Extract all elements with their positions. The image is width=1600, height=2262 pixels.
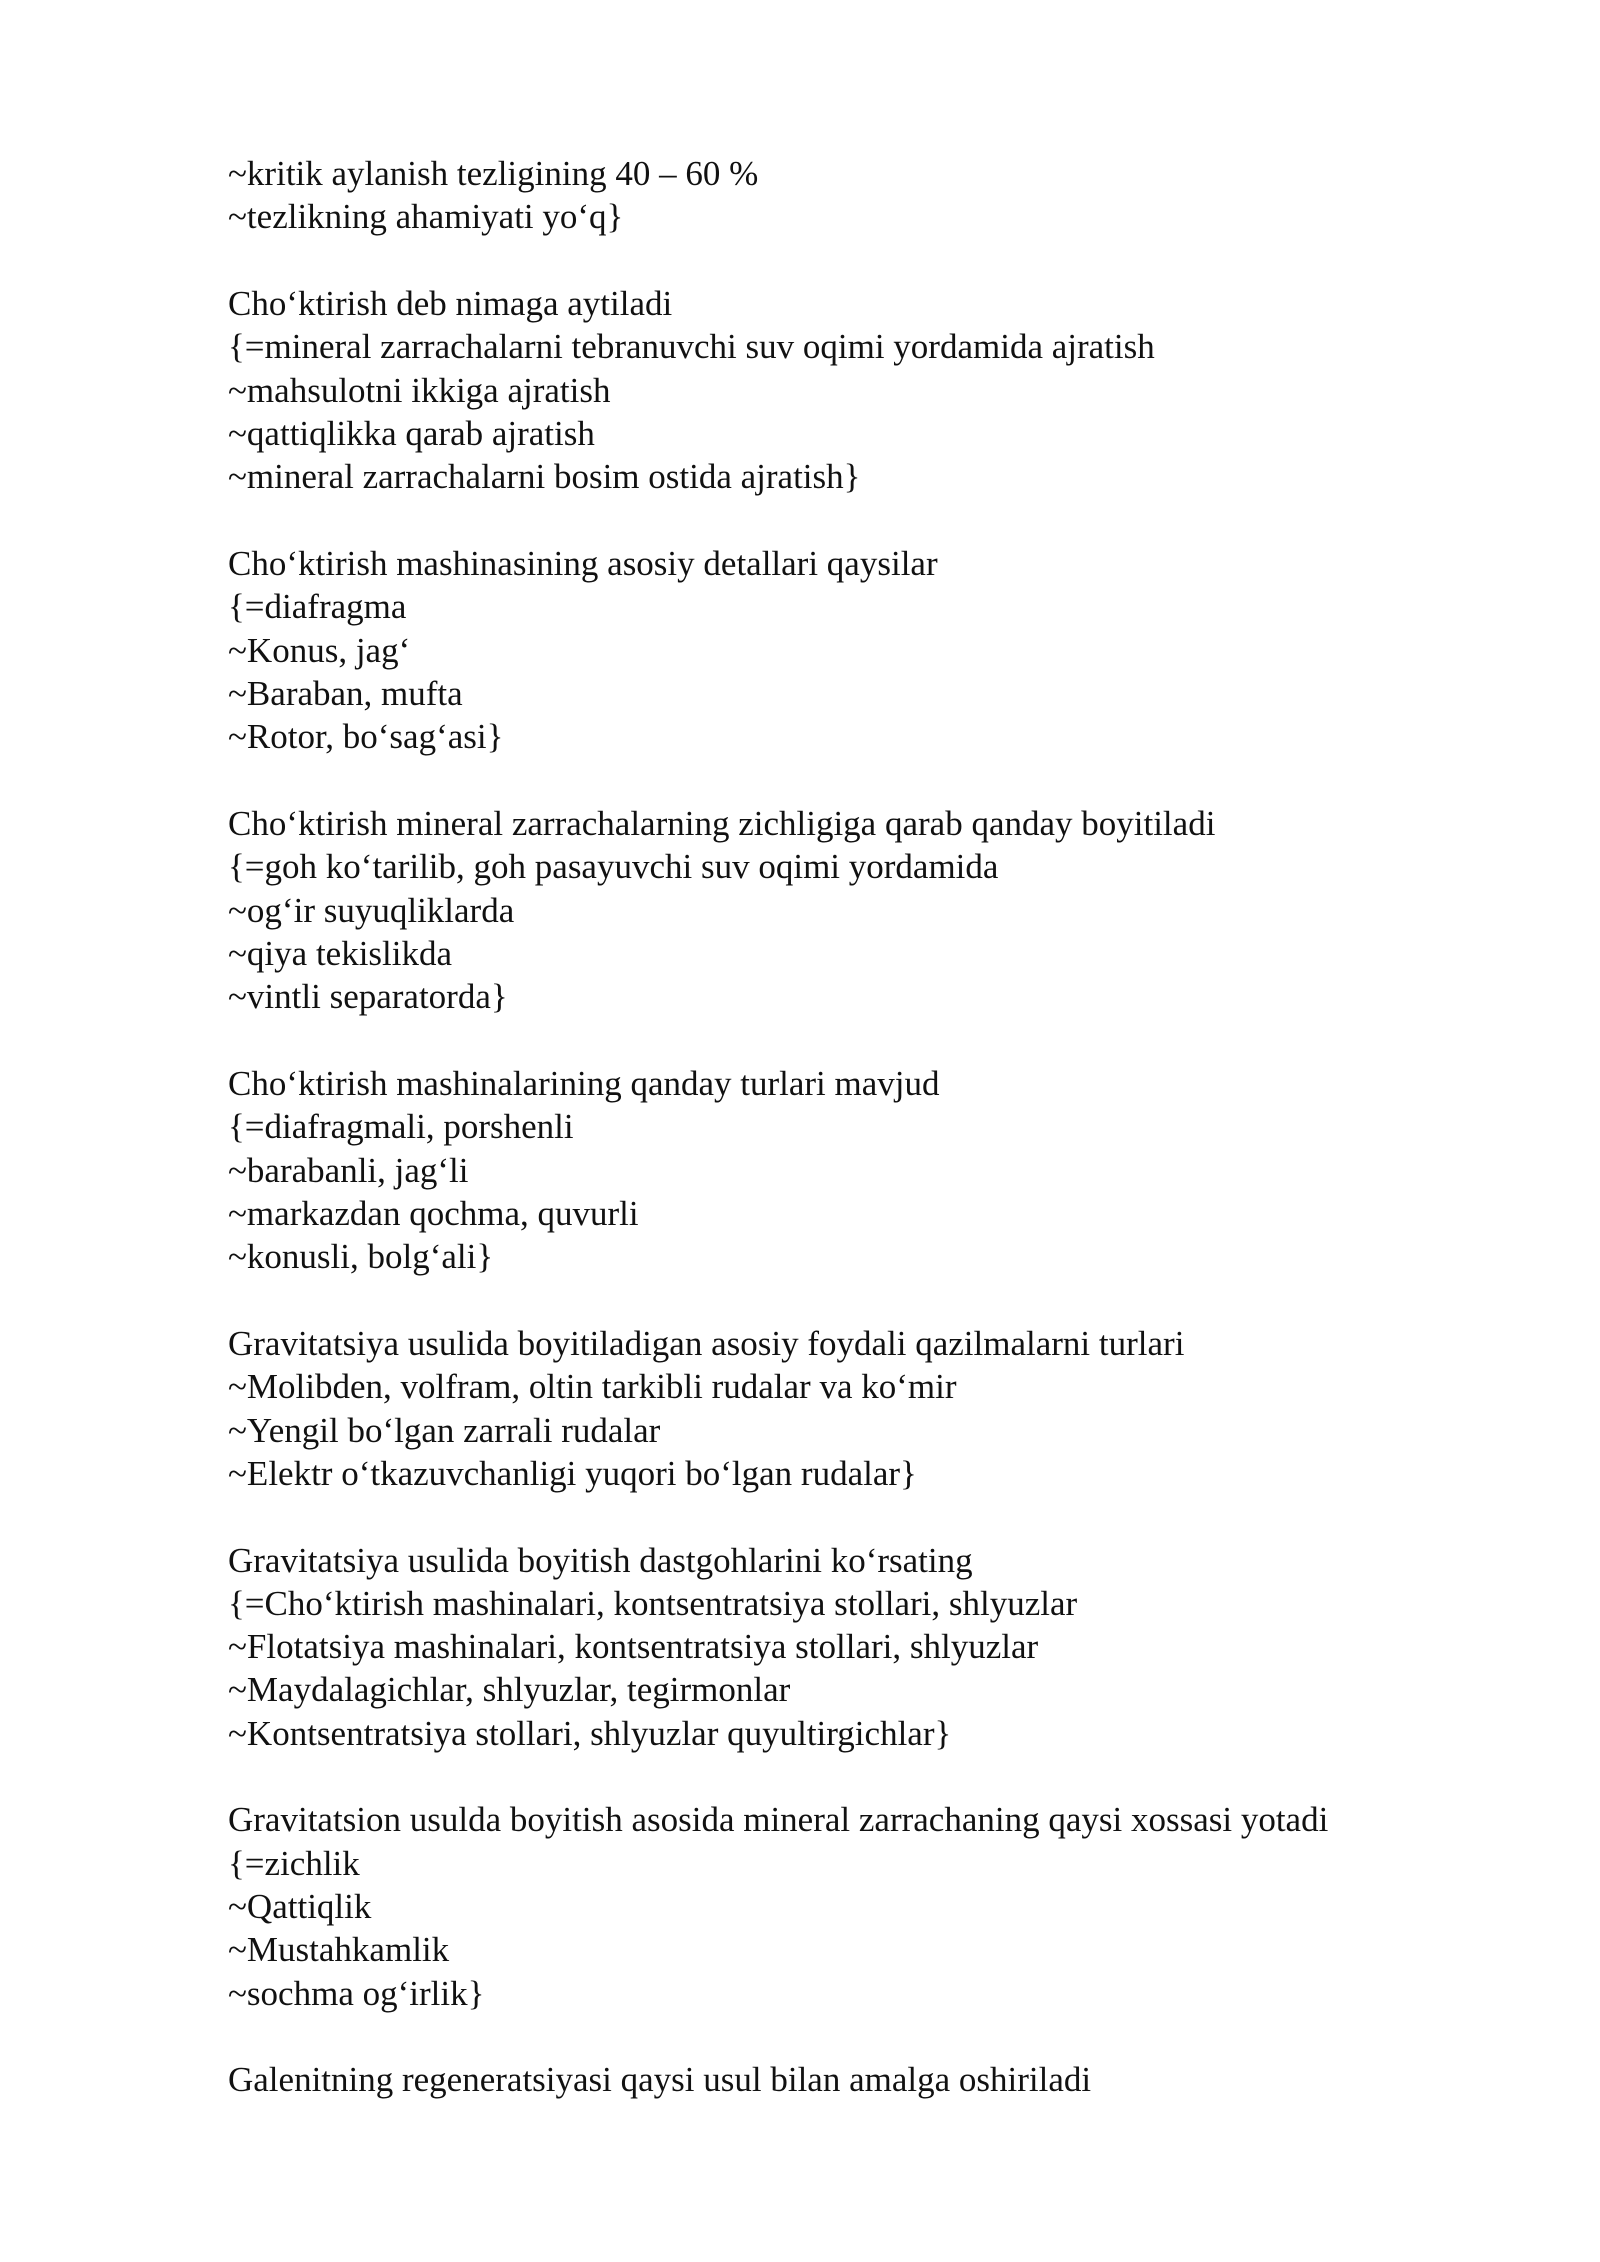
blank-line (228, 2015, 1528, 2058)
correct-answer: {=zichlik (228, 1843, 360, 1883)
question-text: Gravitatsiya usulida boyitiladigan asosiy foydali qazilmalarni turlari (228, 1323, 1185, 1363)
answer-option: ~mineral zarrachalarni bosim ostida ajratish} (228, 457, 861, 497)
question-text: Cho‘ktirish mineral zarrachalarning zichligiga qarab qanday boyitiladi (228, 803, 1216, 843)
correct-answer: {=goh ko‘tarilib, goh pasayuvchi suv oqimi yordamida (228, 847, 999, 887)
answer-option: ~Flotatsiya mashinalari, kontsentratsiya stollari, shlyuzlar (228, 1627, 1039, 1667)
answer-option: ~mahsulotni ikkiga ajratish (228, 370, 611, 410)
correct-answer: {=mineral zarrachalarni tebranuvchi suv oqimi yordamida ajratish (228, 327, 1155, 367)
answer-option: ~Mustahkamlik (228, 1930, 450, 1970)
blank-line (228, 1755, 1528, 1798)
answer-option: ~Kontsentratsiya stollari, shlyuzlar quyultirgichlar} (228, 1713, 952, 1753)
answer-option: ~markazdan qochma, quvurli (228, 1193, 639, 1233)
question-text: Cho‘ktirish deb nimaga aytiladi (228, 283, 673, 323)
answer-option: ~konusli, bolg‘ali} (228, 1237, 494, 1277)
blank-line (228, 499, 1528, 542)
answer-option: ~og‘ir suyuqliklarda (228, 890, 515, 930)
answer-option: ~kritik aylanish tezligining 40 – 60 % (228, 154, 759, 193)
answer-option: ~Baraban, mufta (228, 673, 463, 713)
question-text: Gravitatsion usulda boyitish asosida mineral zarrachaning qaysi xossasi yotadi (228, 1800, 1329, 1840)
blank-line (228, 1495, 1528, 1538)
question-text: Cho‘ktirish mashinasining asosiy detallari qaysilar (228, 543, 938, 583)
question-text: Cho‘ktirish mashinalarining qanday turlari mavjud (228, 1063, 940, 1103)
answer-option: ~Konus, jag‘ (228, 630, 411, 670)
correct-answer: {=diafragma (228, 587, 407, 627)
answer-option: ~Molibden, volfram, oltin tarkibli rudalar va ko‘mir (228, 1367, 957, 1407)
answer-option: ~sochma og‘irlik} (228, 1973, 485, 2013)
answer-option: ~qiya tekislikda (228, 933, 453, 973)
answer-option: ~Rotor, bo‘sag‘asi} (228, 717, 504, 757)
blank-line (228, 1279, 1528, 1322)
answer-option: ~qattiqlikka qarab ajratish (228, 413, 595, 453)
correct-answer: {=diafragmali, porshenli (228, 1107, 574, 1147)
answer-option: ~Elektr o‘tkazuvchanligi yuqori bo‘lgan rudalar} (228, 1453, 917, 1493)
question-text: Galenitning regeneratsiyasi qaysi usul bilan amalga oshiriladi (228, 2060, 1092, 2100)
question-text: Gravitatsiya usulida boyitish dastgohlarini ko‘rsating (228, 1540, 973, 1580)
answer-option: ~Yengil bo‘lgan zarrali rudalar (228, 1410, 661, 1450)
correct-answer: {=Cho‘ktirish mashinalari, kontsentratsiya stollari, shlyuzlar (228, 1583, 1078, 1623)
blank-line (228, 239, 1528, 282)
blank-line (228, 759, 1528, 802)
answer-option: ~tezlikning ahamiyati yo‘q} (228, 197, 624, 237)
blank-line (228, 1019, 1528, 1062)
answer-option: ~Maydalagichlar, shlyuzlar, tegirmonlar (228, 1670, 791, 1710)
answer-option: ~barabanli, jag‘li (228, 1150, 469, 1190)
answer-option: ~vintli separatorda} (228, 977, 508, 1017)
document-body (228, 152, 1528, 2102)
answer-option: ~Qattiqlik (228, 1887, 372, 1927)
